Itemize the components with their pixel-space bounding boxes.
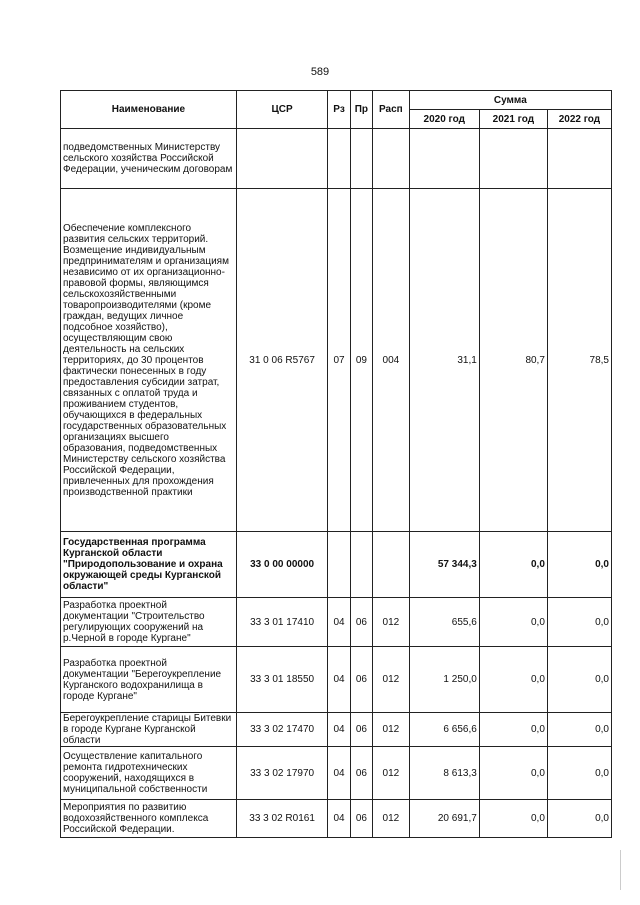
row-2020: 6 656,6 bbox=[409, 713, 479, 747]
row-2021: 0,0 bbox=[479, 713, 547, 747]
row-2021: 0,0 bbox=[479, 647, 547, 713]
row-2020: 57 344,3 bbox=[409, 532, 479, 598]
row-2020: 1 250,0 bbox=[409, 647, 479, 713]
row-2022: 78,5 bbox=[547, 189, 611, 532]
row-rz bbox=[328, 532, 350, 598]
table-row bbox=[61, 800, 612, 838]
row-rasp: 012 bbox=[373, 800, 410, 838]
row-2021: 80,7 bbox=[479, 189, 547, 532]
row-name: Берегоукрепление старицы Битевки в городе Кургане Курганской области bbox=[61, 713, 237, 747]
row-2022: 0,0 bbox=[547, 713, 611, 747]
row-pr bbox=[350, 532, 372, 598]
header-sum: Сумма bbox=[409, 91, 611, 110]
row-2021: 0,0 bbox=[479, 747, 547, 800]
table-row bbox=[61, 532, 612, 598]
row-2020 bbox=[409, 129, 479, 189]
table-row bbox=[61, 713, 612, 747]
row-name: Обеспечение комплексного развития сельских территорий. Возмещение индивидуальным предпринимателям и организациям независимо от их организационно-правовой формы, являющимся сельскохозяйственными товаропроизводителями (кроме граждан, ведущих личное подсобное хозяйство), осуществляющим свою деятельность на сельских территориях, до 30 процентов фактически понесенных в году предоставления субсидии затрат, связанных с оплатой труда и проживанием студентов, обучающихся в федеральных государственных образовательных организациях высшего образования, подведомственных Министерству сельского хозяйства Российской Федерации, привлеченных для прохождения производственной практики bbox=[61, 189, 237, 532]
table-row bbox=[61, 189, 612, 532]
header-2021: 2021 год bbox=[479, 110, 547, 129]
row-2022: 0,0 bbox=[547, 598, 611, 647]
row-rasp bbox=[373, 532, 410, 598]
table-row bbox=[61, 129, 612, 189]
row-name: Государственная программа Курганской области "Природопользование и охрана окружающей среды Курганской области" bbox=[61, 532, 237, 598]
row-rasp: 012 bbox=[373, 713, 410, 747]
page-number: 589 bbox=[310, 66, 330, 78]
header-2020: 2020 год bbox=[409, 110, 479, 129]
row-pr: 06 bbox=[350, 713, 372, 747]
row-rz: 07 bbox=[328, 189, 350, 532]
header-pr: Пр bbox=[350, 91, 372, 129]
row-rz: 04 bbox=[328, 747, 350, 800]
row-csr: 33 3 01 17410 bbox=[236, 598, 327, 647]
row-csr: 33 3 02 R0161 bbox=[236, 800, 327, 838]
row-2022 bbox=[547, 129, 611, 189]
row-rz bbox=[328, 129, 350, 189]
row-csr: 33 3 02 17470 bbox=[236, 713, 327, 747]
table-row bbox=[61, 598, 612, 647]
row-2020: 20 691,7 bbox=[409, 800, 479, 838]
row-rasp bbox=[373, 129, 410, 189]
row-pr: 06 bbox=[350, 800, 372, 838]
row-csr: 31 0 06 R5767 bbox=[236, 189, 327, 532]
row-2020: 8 613,3 bbox=[409, 747, 479, 800]
row-rz: 04 bbox=[328, 598, 350, 647]
row-2021 bbox=[479, 129, 547, 189]
header-2022: 2022 год bbox=[547, 110, 611, 129]
row-name: Разработка проектной документации "Строительство регулирующих сооружений на р.Черной в городе Кургане" bbox=[61, 598, 237, 647]
row-name: подведомственных Министерству сельского хозяйства Российской Федерации, ученическим договорам bbox=[61, 129, 237, 189]
row-rasp: 012 bbox=[373, 747, 410, 800]
header-name: Наименование bbox=[61, 91, 237, 129]
row-rz: 04 bbox=[328, 713, 350, 747]
header-rasp: Расп bbox=[373, 91, 410, 129]
row-2021: 0,0 bbox=[479, 800, 547, 838]
row-rasp: 012 bbox=[373, 647, 410, 713]
row-pr: 06 bbox=[350, 598, 372, 647]
row-pr: 06 bbox=[350, 647, 372, 713]
row-name: Осуществление капитального ремонта гидротехнических сооружений, находящихся в муниципальной собственности bbox=[61, 747, 237, 800]
row-pr: 09 bbox=[350, 189, 372, 532]
row-csr: 33 3 01 18550 bbox=[236, 647, 327, 713]
row-rasp: 012 bbox=[373, 598, 410, 647]
row-rz: 04 bbox=[328, 647, 350, 713]
row-csr: 33 3 02 17970 bbox=[236, 747, 327, 800]
row-2020: 31,1 bbox=[409, 189, 479, 532]
row-name: Мероприятия по развитию водохозяйственного комплекса Российской Федерации. bbox=[61, 800, 237, 838]
row-2022: 0,0 bbox=[547, 647, 611, 713]
row-pr: 06 bbox=[350, 747, 372, 800]
row-csr: 33 0 00 00000 bbox=[236, 532, 327, 598]
row-rasp: 004 bbox=[373, 189, 410, 532]
row-csr bbox=[236, 129, 327, 189]
row-rz: 04 bbox=[328, 800, 350, 838]
row-2022: 0,0 bbox=[547, 747, 611, 800]
table-row bbox=[61, 747, 612, 800]
budget-table bbox=[60, 90, 612, 838]
row-2021: 0,0 bbox=[479, 532, 547, 598]
scan-artifact-line bbox=[620, 850, 621, 890]
table-row bbox=[61, 647, 612, 713]
header-csr: ЦСР bbox=[236, 91, 327, 129]
row-2022: 0,0 bbox=[547, 532, 611, 598]
row-2020: 655,6 bbox=[409, 598, 479, 647]
header-rz: Рз bbox=[328, 91, 350, 129]
row-pr bbox=[350, 129, 372, 189]
row-2022: 0,0 bbox=[547, 800, 611, 838]
row-name: Разработка проектной документации "Берегоукрепление Курганского водохранилища в городе Кургане" bbox=[61, 647, 237, 713]
row-2021: 0,0 bbox=[479, 598, 547, 647]
